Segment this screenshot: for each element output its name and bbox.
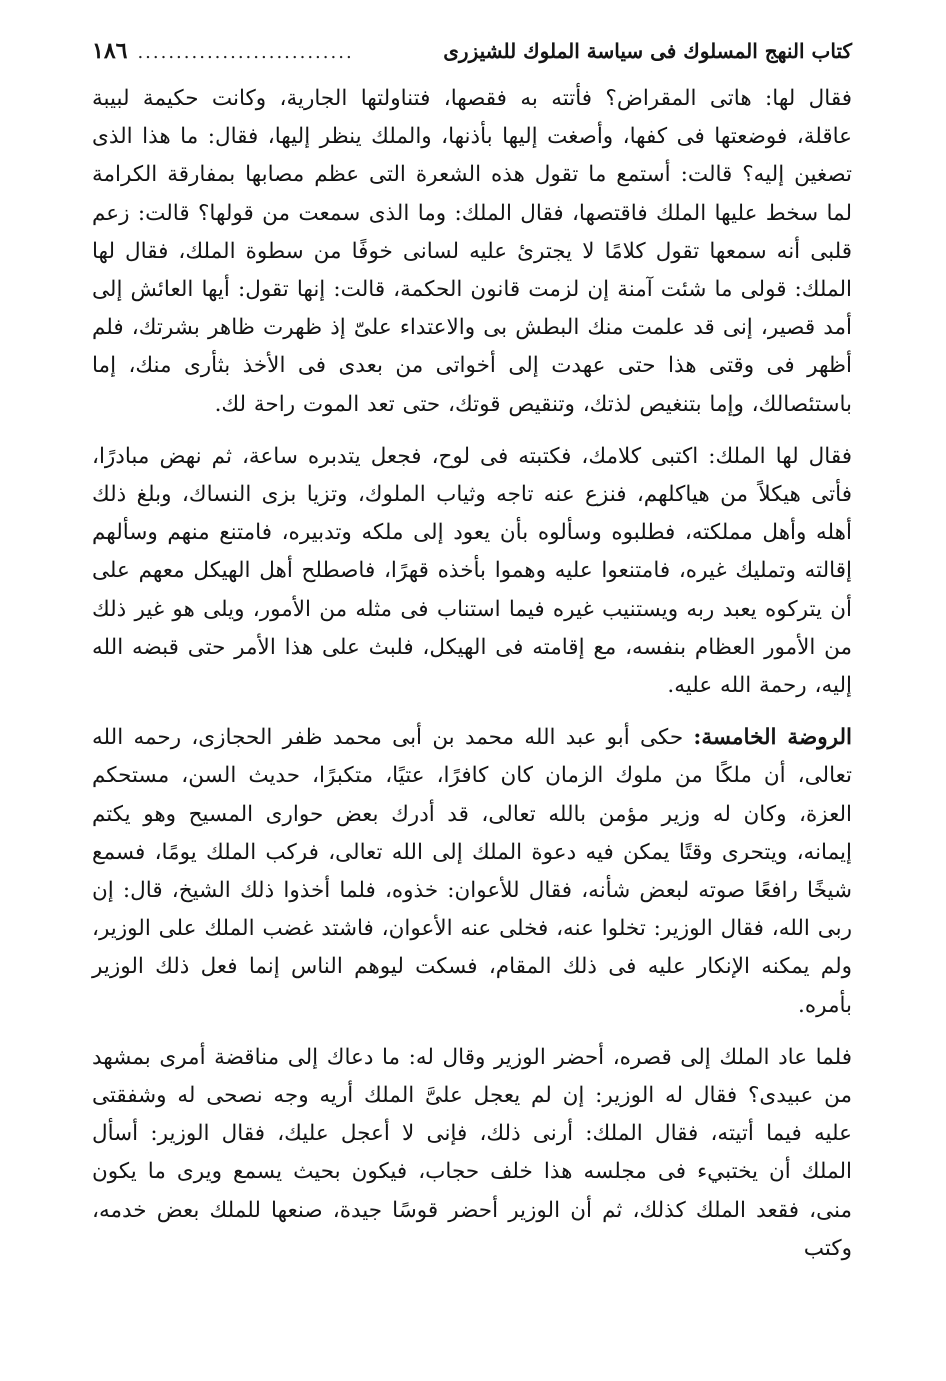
leader-dots: ............................ (137, 42, 354, 63)
paragraph-4: فلما عاد الملك إلى قصره، أحضر الوزير وقال له: ما دعاك إلى مناقضة أمرى بمشهد من عبيدى؟ فقال له الوزير: إن لم يعجل علىَّ الملك أريه وجه نصحى له وشفقتى عليه فيما أتيته، فقال الملك: أرنى ذلك، فإنى لا أعجل عليك، فقال الوزير: أسأل الملك أن يختبيء فى مجلسه هذا خلف حجاب، فيكون بحيث يسمع ويرى ما يكون منى، فقعد الملك كذلك، ثم أن الوزير أحضر قوسًا جيدة، صنعها للملك بعض خدمه، وكتب (92, 1044, 852, 1261)
book-title: كتاب النهج المسلوك فى سياسة الملوك للشيزرى (443, 39, 852, 63)
paragraph-3-body: حكى أبو عبد الله محمد بن أبى محمد ظفر الحجازى، رحمه الله تعالى، أن ملكًا من ملوك الزمان كان كافرًا، عتيًا، متكبرًا، حديث السن، مستحكم العزة، وكان له وزير مؤمن بالله تعالى، قد أدرك بعض حوارى المسيح وهو يكتم إيمانه، ويتحرى وقتًا يمكن فيه دعوة الملك إلى الله تعالى، فركب الملك يومًا، فسمع شيخًا رافعًا صوته لبعض شأنه، فقال للأعوان: خذوه، فلما أخذوا ذلك الشيخ، قال: إن ربى الله، فقال الوزير: تخلوا عنه، فخلى عنه الأعوان، فاشتد غضب الملك على الوزير، ولم يمكنه الإنكار عليه فى ذلك المقام، فسكت ليوهم الناس إنما فعل ذلك الوزير بأمره. (92, 725, 852, 1018)
paragraph-2: فقال لها الملك: اكتبى كلامك، فكتبته فى لوح، فجعل يتدبره ساعة، ثم نهض مبادرًا، فأتى هيكلاً من هياكلهم، فنزع عنه تاجه وثياب الملوك، وتزيا بزى النساك، وبلغ ذلك أهله وأهل مملكته، فطلبوه وسألوه بأن يعود إلى ملكه وتدبيره، فامتنع منهم وسألهم إقالته وتمليك غيره، فامتنعوا عليه وهموا بأخذه قهرًا، فاصطلح أهل الهيكل معهم على أن يتركوه يعبد ربه ويستنيب غيره فيما استناب فى مثله من الأمور، ويلى هو غير ذلك من الأمور العظام بنفسه، مع إقامته فى الهيكل، فلبث على هذا الأمر حتى قبضه الله إليه، رحمة الله عليه. (92, 443, 852, 699)
paragraph-3 (92, 719, 852, 1025)
section-heading-fifth-garden: الروضة الخامسة: (693, 725, 852, 751)
paragraph-1: فقال لها: هاتى المقراض؟ فأتته به فقصها، فتناولتها الجارية، وكانت حكيمة لبيبة عاقلة، فوضعتها فى كفها، وأصغت إليها بأذنها، والملك ينظر إليها، فقال: ما هذا الذى تصغين إليه؟ قالت: أستمع ما تقول هذه الشعرة التى عظم مصابها بمفارقة الكرامة لما سخط عليها الملك فاقتصها، فقال الملك: وما الذى سمعت من قولها؟ قالت: زعم قلبى أنه سمعها تقول كلامًا لا يجترئ عليه لسانى خوفًا من سطوة الملك، فقال لها الملك: قولى ما شئت آمنة إن لزمت قانون الحكمة، قالت: إنها تقول: أيها العائش إلى أمد قصير، إنى قد علمت منك البطش بى والاعتداء علىّ إذ ظهرت ظاهر بشرتك، فلم أظهر فى وقتى هذا حتى عهدت إلى أخواتى من بعدى فى الأخذ بثأرى منك، إما باستئصالك، وإما بتنغيص لذتك، وتنقيص قوتك، حتى تعد الموت راحة لك. (92, 86, 852, 417)
page-number-group (92, 38, 354, 64)
book-page (92, 38, 852, 1268)
page-number: ١٨٦ (92, 38, 128, 64)
running-header (92, 38, 852, 74)
